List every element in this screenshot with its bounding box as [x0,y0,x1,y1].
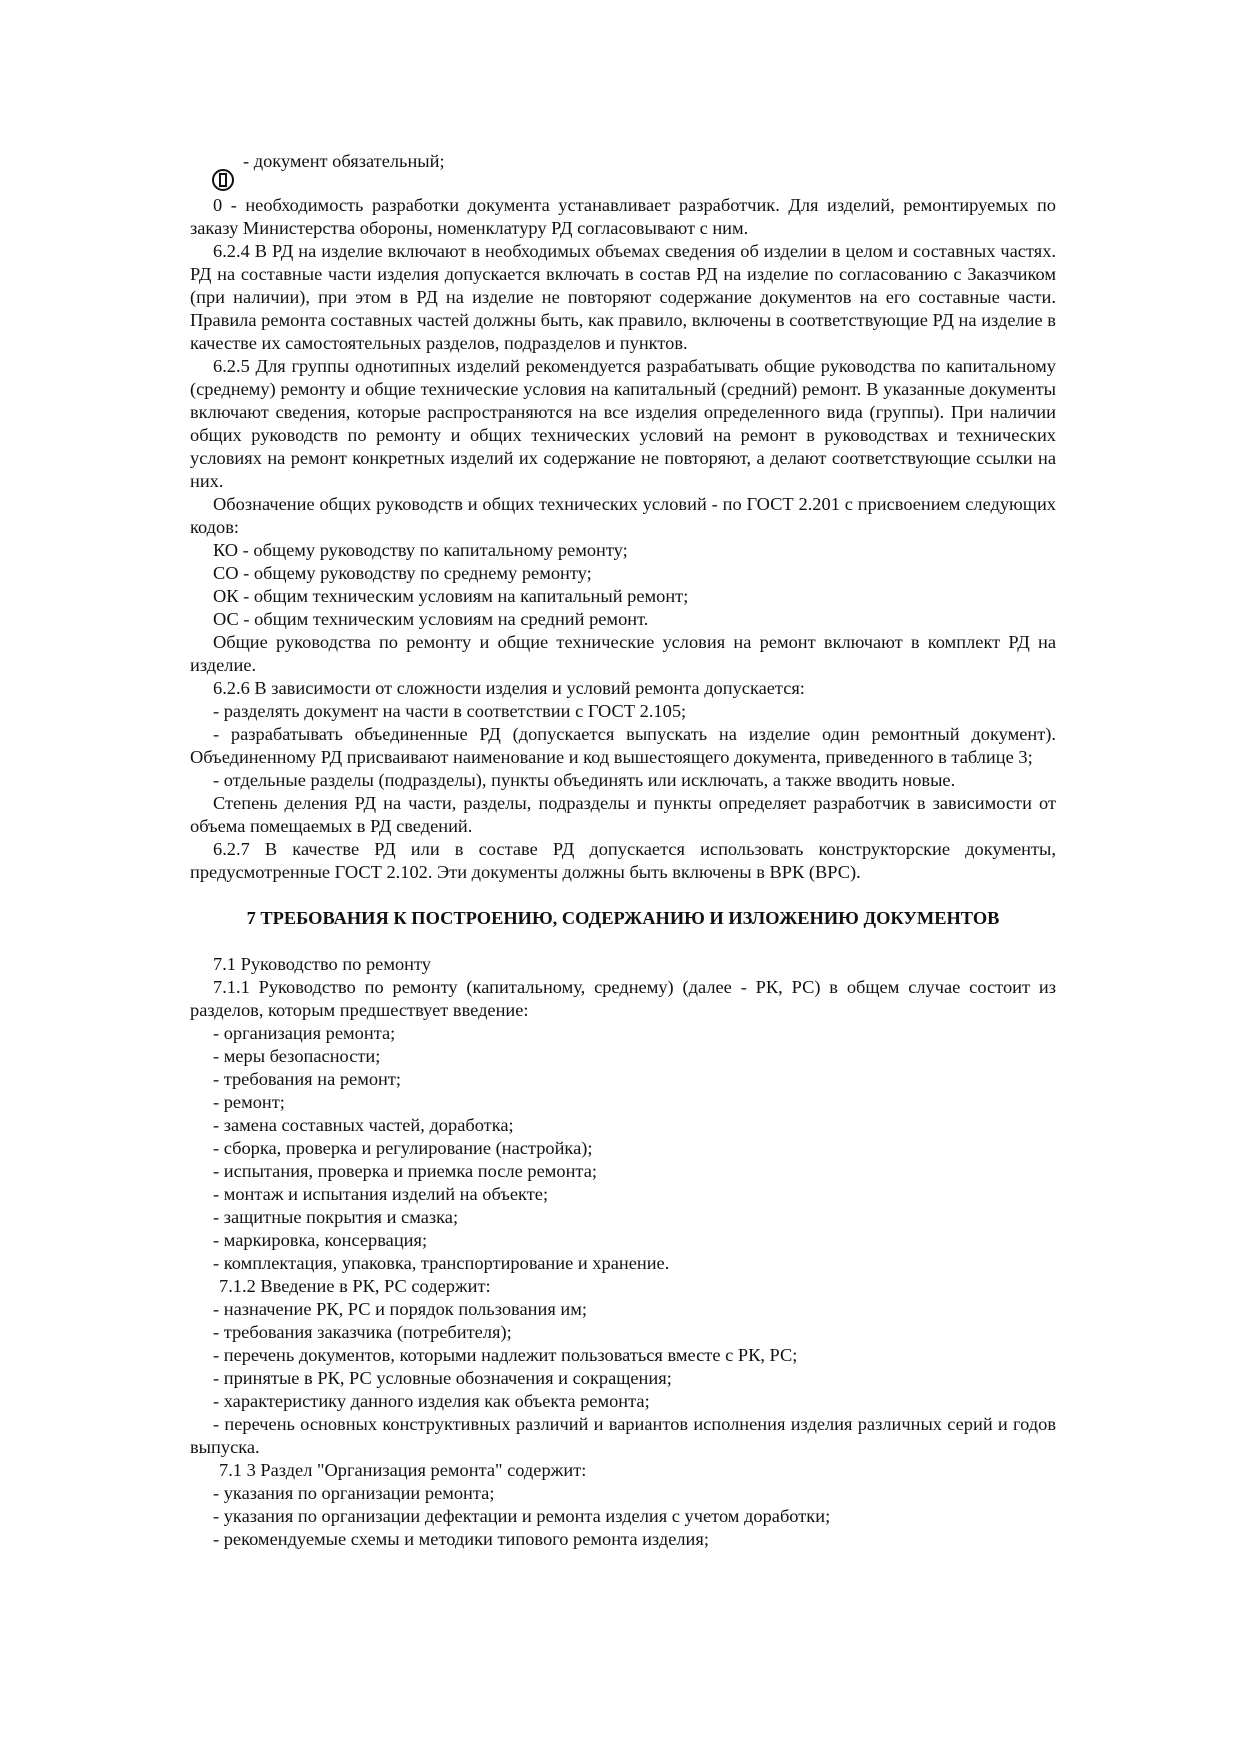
list-item: - разрабатывать объединенные РД (допускается выпускать на изделие один ремонтный документ). Объединенному РД присваивают наименование и код вышестоящего документа, приведенного в таблице 3; [190,724,1056,767]
list-item: - испытания, проверка и приемка после ремонта; [213,1161,597,1181]
code-item: ОС - общим техническим условиям на средний ремонт. [213,609,649,629]
legend-row [190,150,1056,194]
paragraph-degree: Степень деления РД на части, разделы, подразделы и пункты определяет разработчик в зависимости от объема помещаемых в РД сведений. [190,793,1056,836]
code-item: СО - общему руководству по среднему ремонту; [213,563,592,583]
code-item: ОК - общим техническим условиям на капитальный ремонт; [213,586,689,606]
paragraph-7-1-2: 7.1.2 Введение в РК, РС содержит: [219,1276,491,1296]
paragraph-general: Общие руководства по ремонту и общие технические условия на ремонт включают в комплект РД на изделие. [190,632,1056,675]
paragraph-6-2-7: 6.2.7 В качестве РД или в составе РД допускается использовать конструкторские документы, предусмотренные ГОСТ 2.102. Эти документы должны быть включены в ВРК (ВРС). [190,839,1056,882]
list-item: - ремонт; [213,1092,285,1112]
list-item: - отдельные разделы (подразделы), пункты объединять или исключать, а также вводить новые. [213,770,956,790]
list-item: - принятые в РК, РС условные обозначения и сокращения; [213,1368,672,1388]
list-item: - назначение РК, РС и порядок пользования им; [213,1299,587,1319]
list-item: - характеристику данного изделия как объекта ремонта; [213,1391,650,1411]
paragraph-7-1-3: 7.1 3 Раздел "Организация ремонта" содержит: [219,1460,587,1480]
list-item: - требования заказчика (потребителя); [213,1322,512,1342]
legend-text: - документ обязательный; [243,151,445,171]
list-item: - защитные покрытия и смазка; [213,1207,459,1227]
list-item: - указания по организации дефектации и ремонта изделия с учетом доработки; [213,1506,831,1526]
list-item: - перечень документов, которыми надлежит пользоваться вместе с РК, РС; [213,1345,798,1365]
code-item: КО - общему руководству по капитальному ремонту; [213,540,628,560]
list-item: - требования на ремонт; [213,1069,402,1089]
list-item: - рекомендуемые схемы и методики типового ремонта изделия; [213,1529,709,1549]
paragraph-6-2-5: 6.2.5 Для группы однотипных изделий рекомендуется разрабатывать общие руководства по капитальному (среднему) ремонту и общие технические условия на капитальный (средний) ремонт. В указанные документы включают сведения, которые распространяются на все изделия определенного вида (группы). При наличии общих руководств по ремонту и общих технических условий на ремонт в руководствах и технических условиях на ремонт конкретных изделий их содержание не повторяют, а делают соответствующие ссылки на них. [190,356,1056,491]
paragraph-7-1-1: 7.1.1 Руководство по ремонту (капитальному, среднему) (далее - РК, РС) в общем случае состоит из разделов, которым предшествует введение: [190,977,1056,1020]
paragraph-6-2-4: 6.2.4 В РД на изделие включают в необходимых объемах сведения об изделии в целом и составных частях. РД на составные части изделия допускается включать в состав РД на изделие по согласованию с Заказчиком (при наличии), при этом в РД на изделие не повторяют содержание документов на его составные части. Правила ремонта составных частей должны быть, как правило, включены в соответствующие РД на изделие в качестве их самостоятельных разделов, подразделов и пунктов. [190,241,1056,353]
list-item: - меры безопасности; [213,1046,381,1066]
list-item: - сборка, проверка и регулирование (настройка); [213,1138,593,1158]
list-item: - замена составных частей, доработка; [213,1115,514,1135]
paragraph-zero: 0 - необходимость разработки документа устанавливает разработчик. Для изделий, ремонтируемых по заказу Министерства обороны, номенклатуру РД согласовывают с ним. [190,195,1056,238]
paragraph-6-2-6: 6.2.6 В зависимости от сложности изделия и условий ремонта допускается: [213,678,805,698]
paragraph-codes-intro: Обозначение общих руководств и общих технических условий - по ГОСТ 2.201 с присвоением следующих кодов: [190,494,1056,537]
paragraph-7-1: 7.1 Руководство по ремонту [213,954,431,974]
list-item: - разделять документ на части в соответствии с ГОСТ 2.105; [213,701,687,721]
list-item: - монтаж и испытания изделий на объекте; [213,1184,549,1204]
section-heading: 7 ТРЕБОВАНИЯ К ПОСТРОЕНИЮ, СОДЕРЖАНИЮ И ИЗЛОЖЕНИЮ ДОКУМЕНТОВ [246,908,1000,928]
list-item: - комплектация, упаковка, транспортирование и хранение. [213,1253,670,1273]
list-item: - указания по организации ремонта; [213,1483,495,1503]
list-item: - маркировка, консервация; [213,1230,428,1250]
list-item: - организация ремонта; [213,1023,396,1043]
list-item: - перечень основных конструктивных различий и вариантов исполнения изделия различных серий и годов выпуска. [190,1414,1056,1457]
circled-one-icon [211,168,235,198]
document-page [190,150,1056,1551]
